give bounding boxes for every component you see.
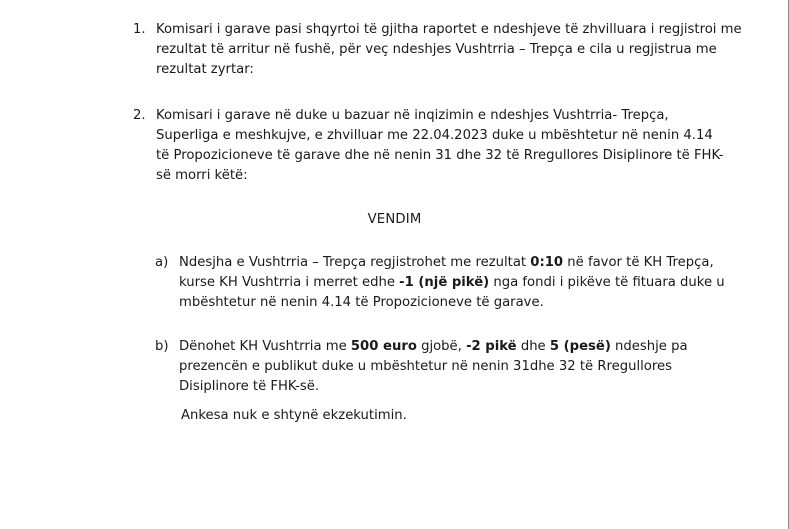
text-run: dhe	[516, 339, 550, 354]
points-highlight: -2 pikë	[466, 339, 517, 354]
text-run: Ndesjha e Vushtrria – Trepça regjistrohet me rezultat	[179, 255, 531, 270]
score-highlight: 0:10	[530, 255, 564, 270]
fine-highlight: 500 euro	[350, 339, 417, 354]
text-run: kurse KH Vushtrria i merret edhe	[179, 275, 400, 290]
decision-letter: a)	[155, 255, 169, 270]
text-line: së morri këtë:	[156, 168, 248, 183]
decision-heading: VENDIM	[367, 212, 422, 227]
decision-text	[179, 253, 725, 313]
text-line	[179, 337, 688, 357]
text-run: në favor të KH Trepça,	[563, 255, 714, 270]
penalty-highlight: -1 (një pikë)	[399, 275, 490, 290]
text-line	[179, 253, 725, 273]
item-text	[156, 20, 742, 80]
decision-letter: b)	[155, 339, 169, 354]
text-line: rezultat të arritur në fushë, për veç ndeshjes Vushtrria – Trepça e cila u regjistrua me	[156, 42, 717, 57]
text-line: Komisari i garave pasi shqyrtoi të gjitha raportet e ndeshjeve të zhvilluara i regjistroi me	[156, 22, 742, 37]
text-run: ndeshje pa	[610, 339, 688, 354]
text-run: Dënohet KH Vushtrria me	[179, 339, 351, 354]
text-line: mbështetur në nenin 4.14 të Propozicioneve të garave.	[179, 295, 544, 310]
item-number: 2.	[133, 108, 146, 123]
matches-highlight: 5 (pesë)	[549, 339, 611, 354]
text-run: nga fondi i pikëve të fituara duke u	[489, 275, 725, 290]
text-line: rezultat zyrtar:	[156, 62, 254, 77]
text-line: prezencën e publikut duke u mbështetur në nenin 31dhe 32 të Rregullores	[179, 359, 672, 374]
appeal-note: Ankesa nuk e shtynë ekzekutimin.	[181, 408, 407, 423]
text-line: Komisari i garave në duke u bazuar në inqizimin e ndeshjes Vushtrria- Trepça,	[156, 108, 669, 123]
item-text	[156, 106, 723, 186]
text-line	[179, 273, 725, 293]
text-run: gjobë,	[416, 339, 467, 354]
decision-text	[179, 337, 688, 397]
item-number: 1.	[133, 22, 146, 37]
text-line: Superliga e meshkujve, e zhvilluar me 22.04.2023 duke u mbështetur në nenin 4.14	[156, 128, 713, 143]
text-line: Disiplinore të FHK-së.	[179, 379, 320, 394]
text-line: të Propozicioneve të garave dhe në nenin 31 dhe 32 të Rregullores Disiplinore të FHK-	[156, 148, 724, 163]
